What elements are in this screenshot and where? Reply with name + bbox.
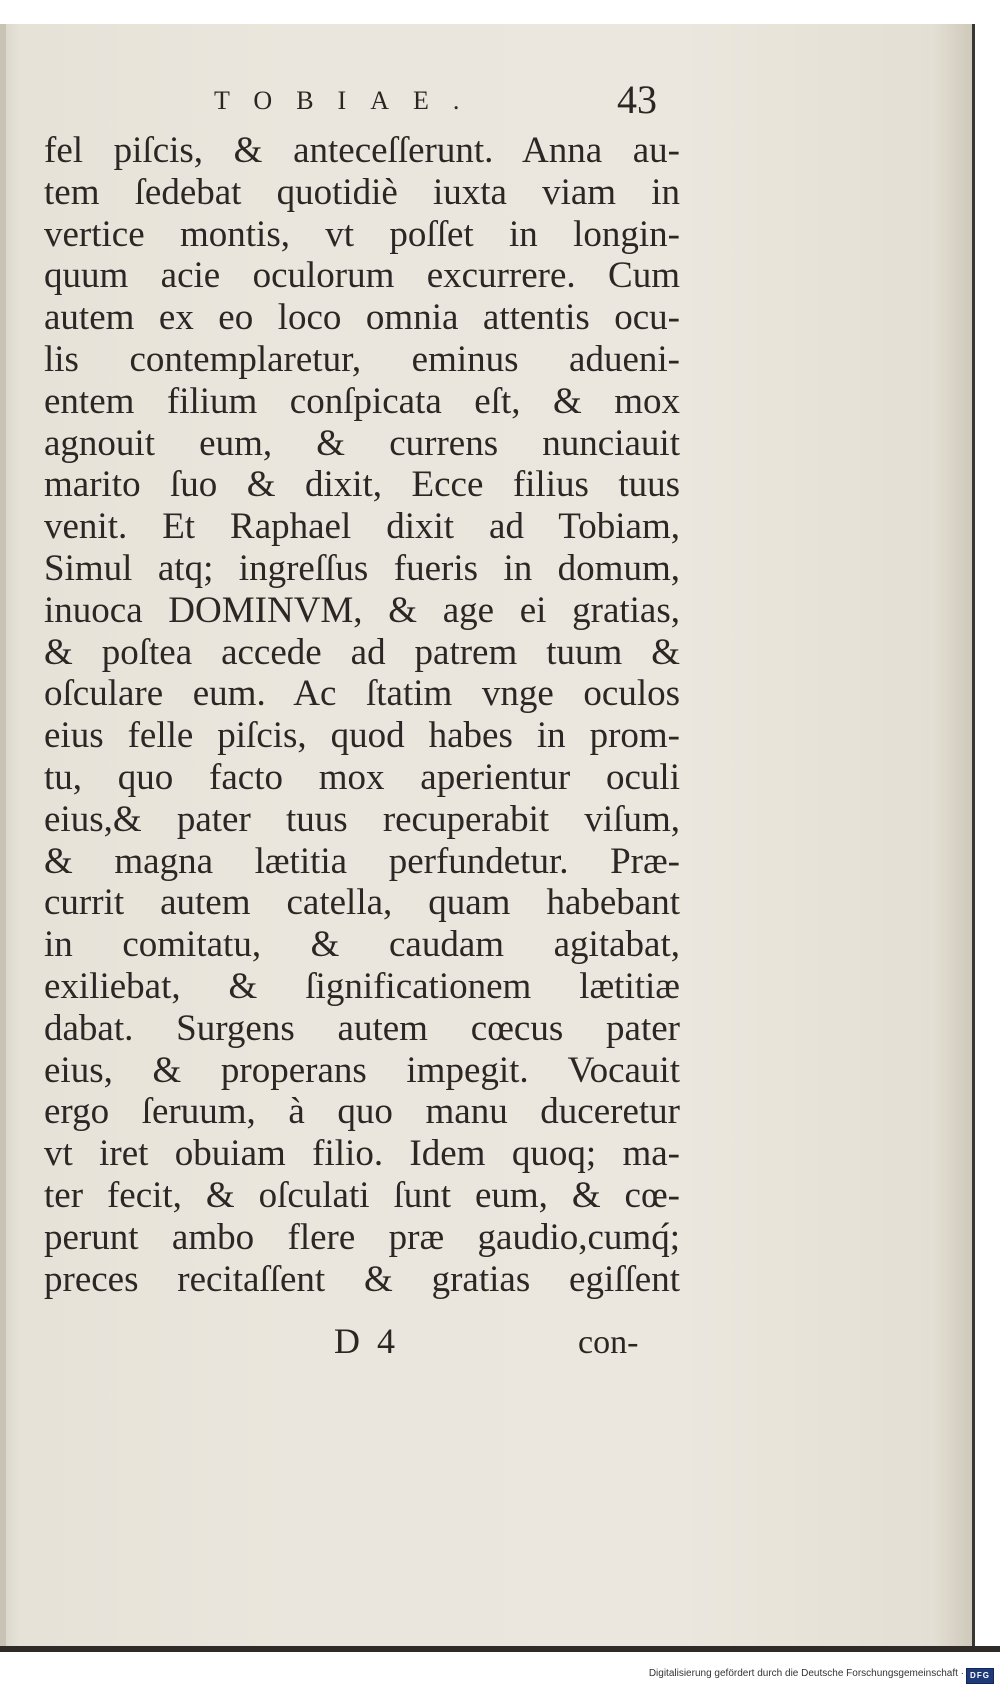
text-line: fel piſcis, & anteceſſerunt. Anna au- xyxy=(44,130,680,171)
page-footer xyxy=(0,1320,972,1370)
running-head xyxy=(0,76,972,126)
text-line: inuoca DOMINVM, & age ei gratias, xyxy=(44,589,680,631)
dfg-logo-icon xyxy=(966,1668,994,1684)
text-line: eius, & properans impegit. Vocauit xyxy=(44,1049,680,1091)
text-line: vt iret obuiam filio. Idem quoq; ma- xyxy=(44,1133,680,1175)
text-line: perunt ambo flere præ gaudio,cumq́; xyxy=(44,1216,680,1258)
text-line: preces recitaſſent & gratias egiſſent xyxy=(44,1258,680,1300)
page-number: 43 xyxy=(617,77,657,122)
text-line: currit autem catella, quam habebant xyxy=(44,882,680,924)
text-line: Simul atq; ingreſſus fueris in domum, xyxy=(44,547,680,589)
text-line: autem ex eo loco omnia attentis ocu- xyxy=(44,297,680,339)
text-line: tem ſedebat quotidiè iuxta viam in xyxy=(44,171,680,213)
text-line: venit. Et Raphael dixit ad Tobiam, xyxy=(44,506,680,548)
text-line: marito ſuo & dixit, Ecce filius tuus xyxy=(44,464,680,506)
text-line: oſculare eum. Ac ſtatim vnge oculos xyxy=(44,673,680,715)
text-line: quum acie oculorum excurrere. Cum xyxy=(44,255,680,297)
text-line: & magna lætitia perfundetur. Præ- xyxy=(44,840,680,882)
signature-mark: D 4 xyxy=(334,1321,399,1361)
scan-border-bar xyxy=(0,1646,1000,1652)
text-line: ter fecit, & oſculati ſunt eum, & cœ- xyxy=(44,1174,680,1216)
funding-credit: Digitalisierung gefördert durch die Deutsche Forschungsgemeinschaft · xyxy=(648,1668,964,1679)
text-line: ergo ſeruum, à quo manu duceretur xyxy=(44,1091,680,1133)
page-edge xyxy=(0,24,6,1646)
dfg-logo-label: DFG xyxy=(970,1671,990,1680)
catchword: con- xyxy=(578,1324,639,1361)
text-line: in comitatu, & caudam agitabat, xyxy=(44,924,680,966)
text-line: lis contemplaretur, eminus adueni- xyxy=(44,338,680,380)
text-line: exiliebat, & ſignificationem lætitiæ xyxy=(44,965,680,1007)
text-line: eius felle piſcis, quod habes in prom- xyxy=(44,715,680,757)
credit-strip xyxy=(0,1666,1000,1690)
text-line: agnouit eum, & currens nunciauit xyxy=(44,422,680,464)
body-text xyxy=(44,130,680,1300)
text-line: tu, quo facto mox aperientur oculi xyxy=(44,756,680,798)
text-line: entem filium conſpicata eſt, & mox xyxy=(44,380,680,422)
text-line: & poſtea accede ad patrem tuum & xyxy=(44,631,680,673)
text-line: dabat. Surgens autem cœcus pater xyxy=(44,1007,680,1049)
text-line: vertice montis, vt poſſet in longin- xyxy=(44,213,680,255)
running-title: TOBIAE. xyxy=(214,86,484,115)
text-line: eius,& pater tuus recuperabit viſum, xyxy=(44,798,680,840)
